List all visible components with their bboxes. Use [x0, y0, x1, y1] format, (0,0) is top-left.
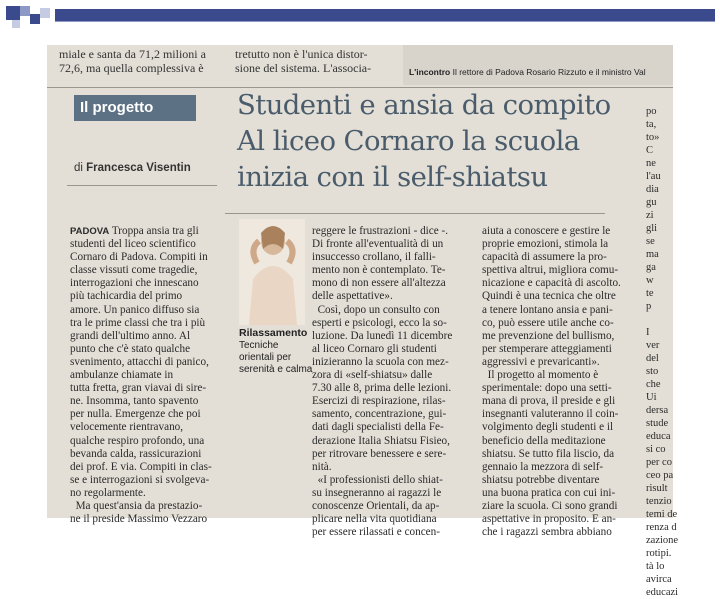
column-left: PADOVA Troppa ansia tra gli studenti del liceo scientifico Cornaro di Padova. Compiti in classe vissuti come tragedie, interrogazioni che innescano più tachicardia del primo amore. Un panico diffuso sia tra le prime classi che tra i più grandi dell'ultimo anno. Al punto che c'è stato qualche svenimento, attacchi di panico, ambulanze chiamate in tutta fretta, gran viavai di sire- ne. Insomma, tanto spavento per nulla. Emergenze che poi velocemente rientravano, qualche respiro profondo, una bevanda calda, rassicurazioni dei prof. E via. Compiti in clas- se e interrogazioni si svolgeva- no regolarmente. Ma quest'ansia da prestazio- ne il preside Massimo Vezzaro	[70, 225, 212, 526]
column-right: aiuta a conoscere e gestire le proprie emozioni, stimola la capacità di assumere la pro- spettiva altrui, migliora comu- nicazione e capacità di ascolto. Quindi è una tecnica che oltre a tenere lontano ansia e pani- co, può essere utile anche co- me prevenzione del bullismo, per stemperare atteggiamenti aggressivi e prevaricanti». Il progetto al momento è sperimentale: dopo una setti- mana di prova, il preside e gli insegnanti valuteranno il coin- volgimento degli studenti e il beneficio della meditazione shiatsu. Se tutto fila liscio, da gennaio la mezzora di self- shiatsu potrebbe diventare una buona pratica con cui ini- ziare la scuola. Ci sono grandi aspettative in proposito. E an- che i ragazzi sembra abbiano	[482, 225, 621, 539]
slide-bullet-square	[40, 8, 50, 18]
top-fragment-left: miale e santa da 71,2 milioni a 72,6, ma quella complessiva è	[59, 47, 206, 75]
slide-bullet-square	[30, 14, 40, 24]
column-left-body: studenti del liceo scientifico Cornaro di Padova. Compiti in classe vissuti come tragedie, interrogazioni che innescano più tachicardia del primo amore. Un panico diffuso sia tra le prime classi che tra i più grandi dell'ultimo anno. Al punto che c'è stato qualche svenimento, attacchi di panico, ambulanze chiamate in tutta fretta, gran viavai di sire- ne. Insomma, tanto spavento per nulla. Emergenze che poi velocemente rientravano, qualche respiro profondo, una bevanda calda, rassicurazioni dei prof. E via. Compiti in clas- se e interrogazioni si svolgeva- no regolarmente. Ma quest'ansia da prestazio- ne il preside Massimo Vezzaro	[70, 238, 212, 526]
divider	[67, 185, 217, 186]
section-label: Il progetto	[80, 99, 154, 116]
shiatsu-illustration	[239, 219, 305, 325]
byline: di Francesca Visentin	[74, 162, 191, 174]
top-fragment-middle: tretutto non è l'unica distor- sione del sistema. L'associa-	[235, 47, 372, 75]
headline-line: Studenti e ansia da compito	[237, 89, 611, 121]
column-edge-fragments: po ta, to» C ne l'au dia gu zi gli se ma ga w te p I ver del sto che Ui dersa stude educa si co per co ceo pa risult tenzio temi de renza d zazione rotipi. tà lo avirca educazi	[646, 106, 679, 598]
slide-bullet-square	[20, 6, 30, 16]
photo-caption: L'incontro Il rettore di Padova Rosario Rizzuto e il ministro Val	[409, 67, 646, 77]
headline-line: inizia con il self-shiatsu	[237, 161, 548, 193]
illustration-caption: Rilassamento Tecniche orientali per serenità e calma	[239, 327, 313, 375]
dateline: PADOVA	[70, 226, 110, 237]
column-middle: reggere le frustrazioni - dice -. Di fronte all'eventualità di un insuccesso crollano, il falli- mento non è contemplato. Te- mono di non essere all'altezza delle aspettative». Così, dopo un consulto con esperti e psicologi, ecco la so- luzione. Da lunedì 11 dicembre al liceo Cornaro gli studenti inizieranno la scuola con mez- zora di «self-shiatsu» dalle 7.30 alle 8, prima delle lezioni. Esercizi di respirazione, rilas- samento, concentrazione, gui- dati dagli specialisti della Fe- derazione Italia Shiatsu Fisieo, per ritrovare benessere e sere- nità. «I professionisti dello shiat- su insegneranno ai ragazzi le conoscenze Orientali, da ap- plicare nella vita quotidiana per essere rilassati e concen-	[312, 225, 453, 539]
woman-massage-icon	[239, 219, 305, 325]
newspaper-photo	[47, 45, 679, 598]
divider	[225, 213, 605, 214]
slide-bullet-square	[12, 20, 20, 28]
slide-title-underline	[55, 21, 715, 22]
photo-caption-strip	[403, 45, 673, 85]
headline	[237, 87, 667, 195]
headline-line: Al liceo Cornaro la scuola	[237, 125, 580, 157]
slide-title-bar	[55, 9, 715, 21]
slide-bullet-square	[6, 6, 20, 20]
